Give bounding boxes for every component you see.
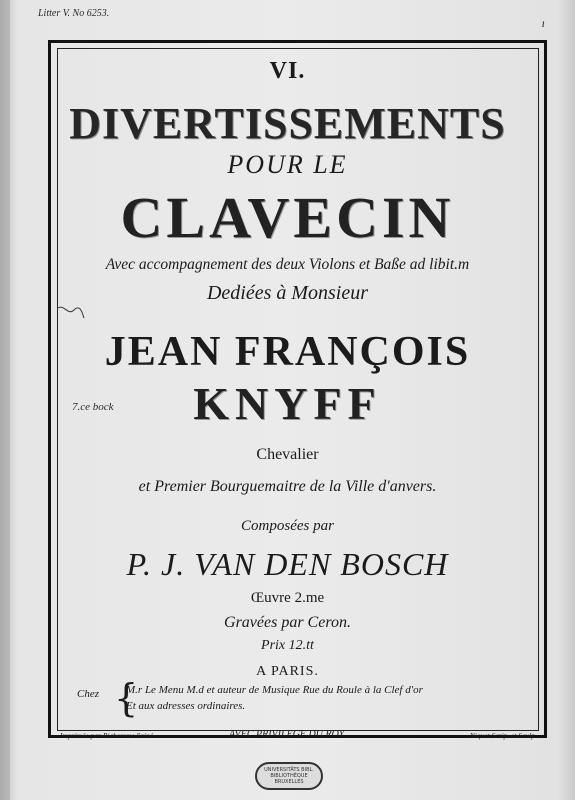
opus-number: Œuvre 2.me (250, 590, 325, 606)
publisher-address-1: M.r Le Menu M.d et auteur de Musique Rue du Roule à la Clef d'or (126, 684, 423, 696)
manuscript-mark: ı (541, 16, 545, 30)
title-main: DIVERTISSEMENTS (69, 99, 506, 148)
dedicatee-surname: KNYFF (193, 378, 382, 429)
title-pour-le: POUR LE (227, 150, 348, 179)
privilege-notice: AVEC PRIVILEGE DU ROY. (229, 729, 346, 740)
title-instrument: CLAVECIN (120, 185, 455, 250)
brace-icon: { (114, 676, 139, 720)
publisher-city: A PARIS. (256, 664, 319, 679)
price: Prix 12.tt (261, 638, 314, 653)
printer-credit: Imprimée par Richomme l'ainé (60, 731, 154, 740)
dedication-prefix: Dediées à Monsieur (206, 282, 369, 304)
manuscript-shelfmark: Litter V. No 6253. (38, 8, 110, 19)
engraver-credit: Gravées par Ceron. (224, 614, 351, 631)
manuscript-margin-note: 7.ce bock (72, 401, 114, 413)
stamp-line-3: BRUXELLES (274, 779, 304, 785)
composer-prefix: Composées par (241, 518, 334, 534)
dedicatee-name: JEAN FRANÇOIS (104, 329, 471, 375)
dedicatee-title: Chevalier (256, 446, 319, 463)
publisher-chez: Chez (77, 688, 99, 700)
composer-name: P. J. VAN DEN BOSCH (126, 546, 449, 582)
stamp-line-2: BIBLIOTHÈQUE (270, 773, 308, 779)
dedicatee-office: et Premier Bourguemaitre de la Ville d'anvers. (138, 478, 437, 495)
scribble-mark (56, 302, 86, 324)
stamp-line-1: UNIVERSITÄTS BIBL. (264, 767, 314, 773)
engraver-signature: Niquet Scrip. et Sculp. (469, 731, 537, 740)
publisher-address-2: Et aux adresses ordinaires. (126, 700, 246, 712)
title-number: VI. (269, 58, 306, 84)
library-stamp (255, 762, 323, 790)
accompaniment-line: Avec accompagnement des deux Violons et Baße ad libit.m (105, 256, 470, 273)
